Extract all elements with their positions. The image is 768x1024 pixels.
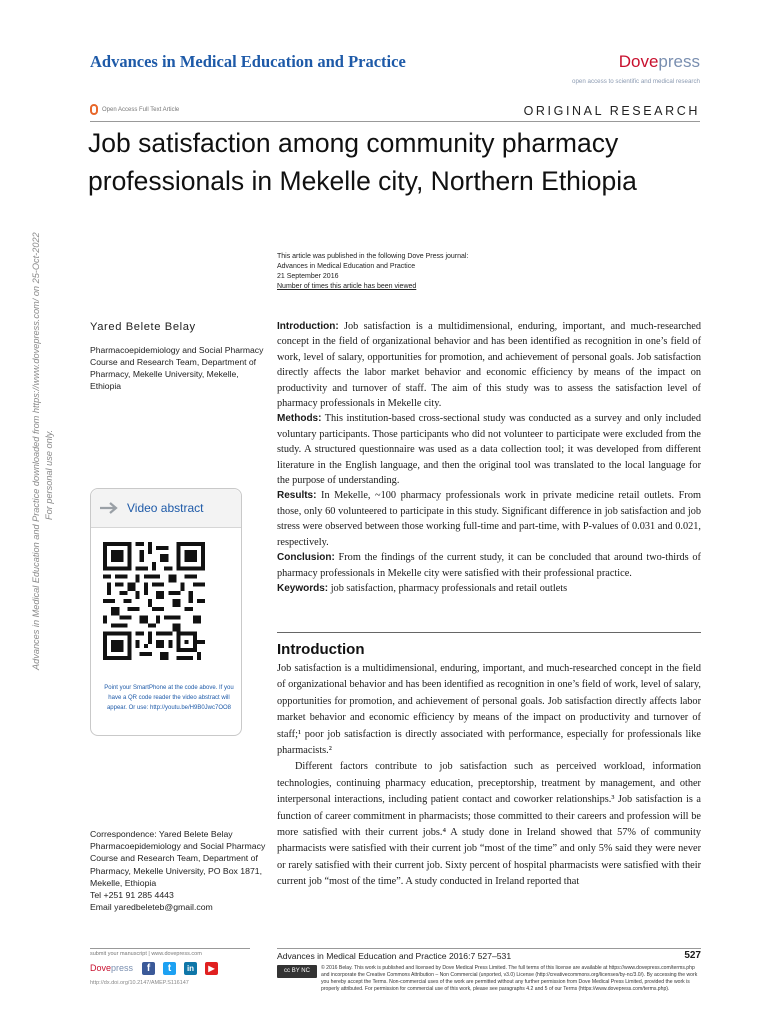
publisher-logo-dove: Dove — [618, 52, 659, 71]
abstract-results-text: In Mekelle, ~100 pharmacy professionals work in private medicine retail outlets. From those, only 60 volunteered to participate in this study. Significant difference in job satisfaction and job stress were observed between those working full-time and part-time, with P-values of 0.031 and 0.021, respectively. — [277, 490, 701, 548]
abstract-conclusion-text: From the findings of the current study, it can be concluded that around two-thirds of pharmacy professionals in Mekelle city were satisfied with their professional practice. — [277, 552, 701, 579]
header-divider — [90, 121, 700, 122]
pubinfo-date: 21 September 2016 — [277, 273, 339, 280]
correspondence-email[interactable]: Email yaredbeleteb@gmail.com — [90, 902, 213, 913]
journal-name[interactable]: Advances in Medical Education and Practice — [90, 52, 406, 71]
video-abstract-card[interactable] — [90, 488, 242, 736]
footer-logo-dove: Dove — [90, 963, 112, 973]
open-access-icon — [90, 104, 98, 115]
license-block — [277, 965, 701, 993]
video-abstract-caption: Point your SmartPhone at the code above. If you have a QR code reader the video abstract will appear. Or use: http://youtu.be/H9B0Jwc7OO8 — [104, 685, 234, 711]
pubinfo-line-1: This article was published in the following Dove Press journal: — [277, 253, 469, 260]
qr-code-icon[interactable] — [103, 541, 205, 661]
submit-manuscript-link[interactable]: submit your manuscript | www.dovepress.com — [90, 951, 202, 957]
facebook-icon[interactable]: f — [142, 962, 155, 975]
citation: Advances in Medical Education and Practice 2016:7 527–531 — [277, 951, 512, 961]
abstract-keywords-text: job satisfaction, pharmacy professionals and retail outlets — [328, 582, 568, 594]
abstract — [277, 319, 701, 596]
doi-link[interactable]: http://dx.doi.org/10.2147/AMEP.S116147 — [90, 980, 189, 986]
footer-divider-left — [90, 948, 250, 949]
author-affiliation: Pharmacoepidemiology and Social Pharmacy Course and Research Team, Department of Pharmacy, Mekelle University, Mekelle, Ethiopia — [90, 345, 264, 391]
publisher-logo-press: press — [658, 52, 700, 71]
publication-info — [277, 252, 468, 292]
open-access-row — [90, 104, 179, 115]
abstract-keywords-label: Keywords: — [277, 582, 329, 594]
pubinfo-journal: Advances in Medical Education and Practice — [277, 263, 416, 270]
abstract-methods — [277, 411, 701, 488]
linkedin-icon[interactable]: in — [184, 962, 197, 975]
arrow-right-icon — [99, 501, 119, 515]
abstract-results-label: Results: — [277, 490, 317, 502]
download-watermark-text — [30, 232, 56, 670]
correspondence — [90, 828, 270, 913]
abstract-results — [277, 488, 701, 550]
open-access-label: Open Access Full Text Article — [102, 106, 180, 113]
download-watermark — [30, 200, 90, 670]
abstract-keywords — [277, 581, 701, 596]
publisher-tagline: open access to scientific and medical research — [572, 78, 700, 85]
twitter-icon[interactable]: t — [163, 962, 176, 975]
watermark-line-1: Advances in Medical Education and Practice downloaded from https://www.dovepress.com/ on 25-Oct-2022 — [31, 232, 41, 670]
abstract-intro-label: Introduction: — [277, 321, 339, 332]
correspondence-tel: Tel +251 91 285 4443 — [90, 890, 174, 901]
correspondence-name: Correspondence: Yared Belete Belay — [90, 829, 233, 839]
watermark-line-2: For personal use only. — [44, 429, 54, 520]
footer-logo[interactable] — [90, 963, 133, 973]
article-type: ORIGINAL RESEARCH — [523, 104, 700, 118]
introduction-paragraph-2: Different factors contribute to job satisfaction such as perceived workload, information technologies, continuing pharmacy education, preceptorship, treatment by management, and other interpersonal interactions, including patient contact and coworker relationships.³ Job satisfaction is a function of career commitment in pharmacists; those committed to their careers and profession will be more satisfied with their current jobs.⁴ A study done in Ireland showed that 57% of community pharmacists were satisfied with their current job “most of the time” and only 5% said they were never or rarely satisfied with their current job. Sixty percent of hospital pharmacists were satisfied with their current job “most of the time”. A study conducted in Ireland reported that — [277, 761, 701, 888]
introduction-body — [277, 661, 701, 891]
abstract-intro-text: Job satisfaction is a multidimensional, enduring, important, and much-researched concept in the field of organizational behavior and has been identified as recognition in one’s field of work, level of salary, opportunities for promotion, and achievement of personal goals. Job satisfaction directly affects the labor market behavior and economic efficiency by means of the impact on productivity and turnover of staff. The aim of this study was to assess the satisfaction level of pharmacy professionals in Mekelle city. — [277, 321, 701, 410]
abstract-introduction — [277, 319, 701, 411]
views-link[interactable]: Number of times this article has been viewed — [277, 283, 417, 290]
abstract-methods-label: Methods: — [277, 413, 322, 425]
creative-commons-icon[interactable]: cc BY NC — [277, 965, 317, 978]
abstract-conclusion — [277, 550, 701, 581]
footer-logo-press: press — [111, 963, 134, 973]
author-name: Yared Belete Belay — [90, 321, 196, 333]
abstract-conclusion-label: Conclusion: — [277, 552, 335, 564]
correspondence-address: Pharmacoepidemiology and Social Pharmacy Course and Research Team, Department of Pharmacy, Mekelle University, PO Box 1871, Mekelle, Ethiopia — [90, 841, 266, 888]
footer-divider-right — [277, 948, 701, 949]
video-abstract-title: Video abstract — [127, 501, 204, 515]
introduction-paragraph-1: Job satisfaction is a multidimensional, enduring, important, and much-researched concept in the field of organizational behavior and has been identified as recognition in one’s field of work, level of salary, opportunities for promotion, and achievement of personal goals. Job satisfaction directly affects labor market behavior and economic efficiency by means of the impact on productivity and turnover of staff;¹ poor job satisfaction is directly associated with performance, especially for professionals like pharmacists.² — [277, 663, 701, 757]
license-text: © 2016 Belay. This work is published and licensed by Dove Medical Press Limited. The full terms of this license are available at https://www.dovepress.com/terms.php and incorporate the Creative Commons Attribution – Non Commercial (unported, v3.0) License (http://creativecommons.org/licenses/by-nc/3.0/). By accessing the work you hereby accept the Terms. Non-commercial uses of the work are permitted without any further permission from Dove Medical Press Limited, provided the work is properly attributed. For permission for commercial use of this work, please see paragraphs 4.2 and 5 of our Terms (https://www.dovepress.com/terms.php). — [321, 965, 698, 992]
abstract-methods-text: This institution-based cross-sectional study was conducted as a survey and only included voluntary participants. Those participants who did not volunteer to participate were excluded from the study. A structured questionnaire was used as a data collection tool; it was developed from different literature in the English language, and then the original tool was translated to the local language for the purpose of understanding. — [277, 413, 701, 487]
youtube-icon[interactable]: ▶ — [205, 962, 218, 975]
social-links — [142, 962, 218, 975]
article-title: Job satisfaction among community pharmacy professionals in Mekelle city, Northern Ethiopia — [88, 128, 637, 196]
page-number: 527 — [684, 950, 701, 961]
introduction-heading: Introduction — [277, 641, 365, 658]
abstract-divider — [277, 632, 701, 633]
publisher-logo[interactable] — [619, 52, 700, 72]
video-abstract-header[interactable] — [91, 489, 241, 528]
